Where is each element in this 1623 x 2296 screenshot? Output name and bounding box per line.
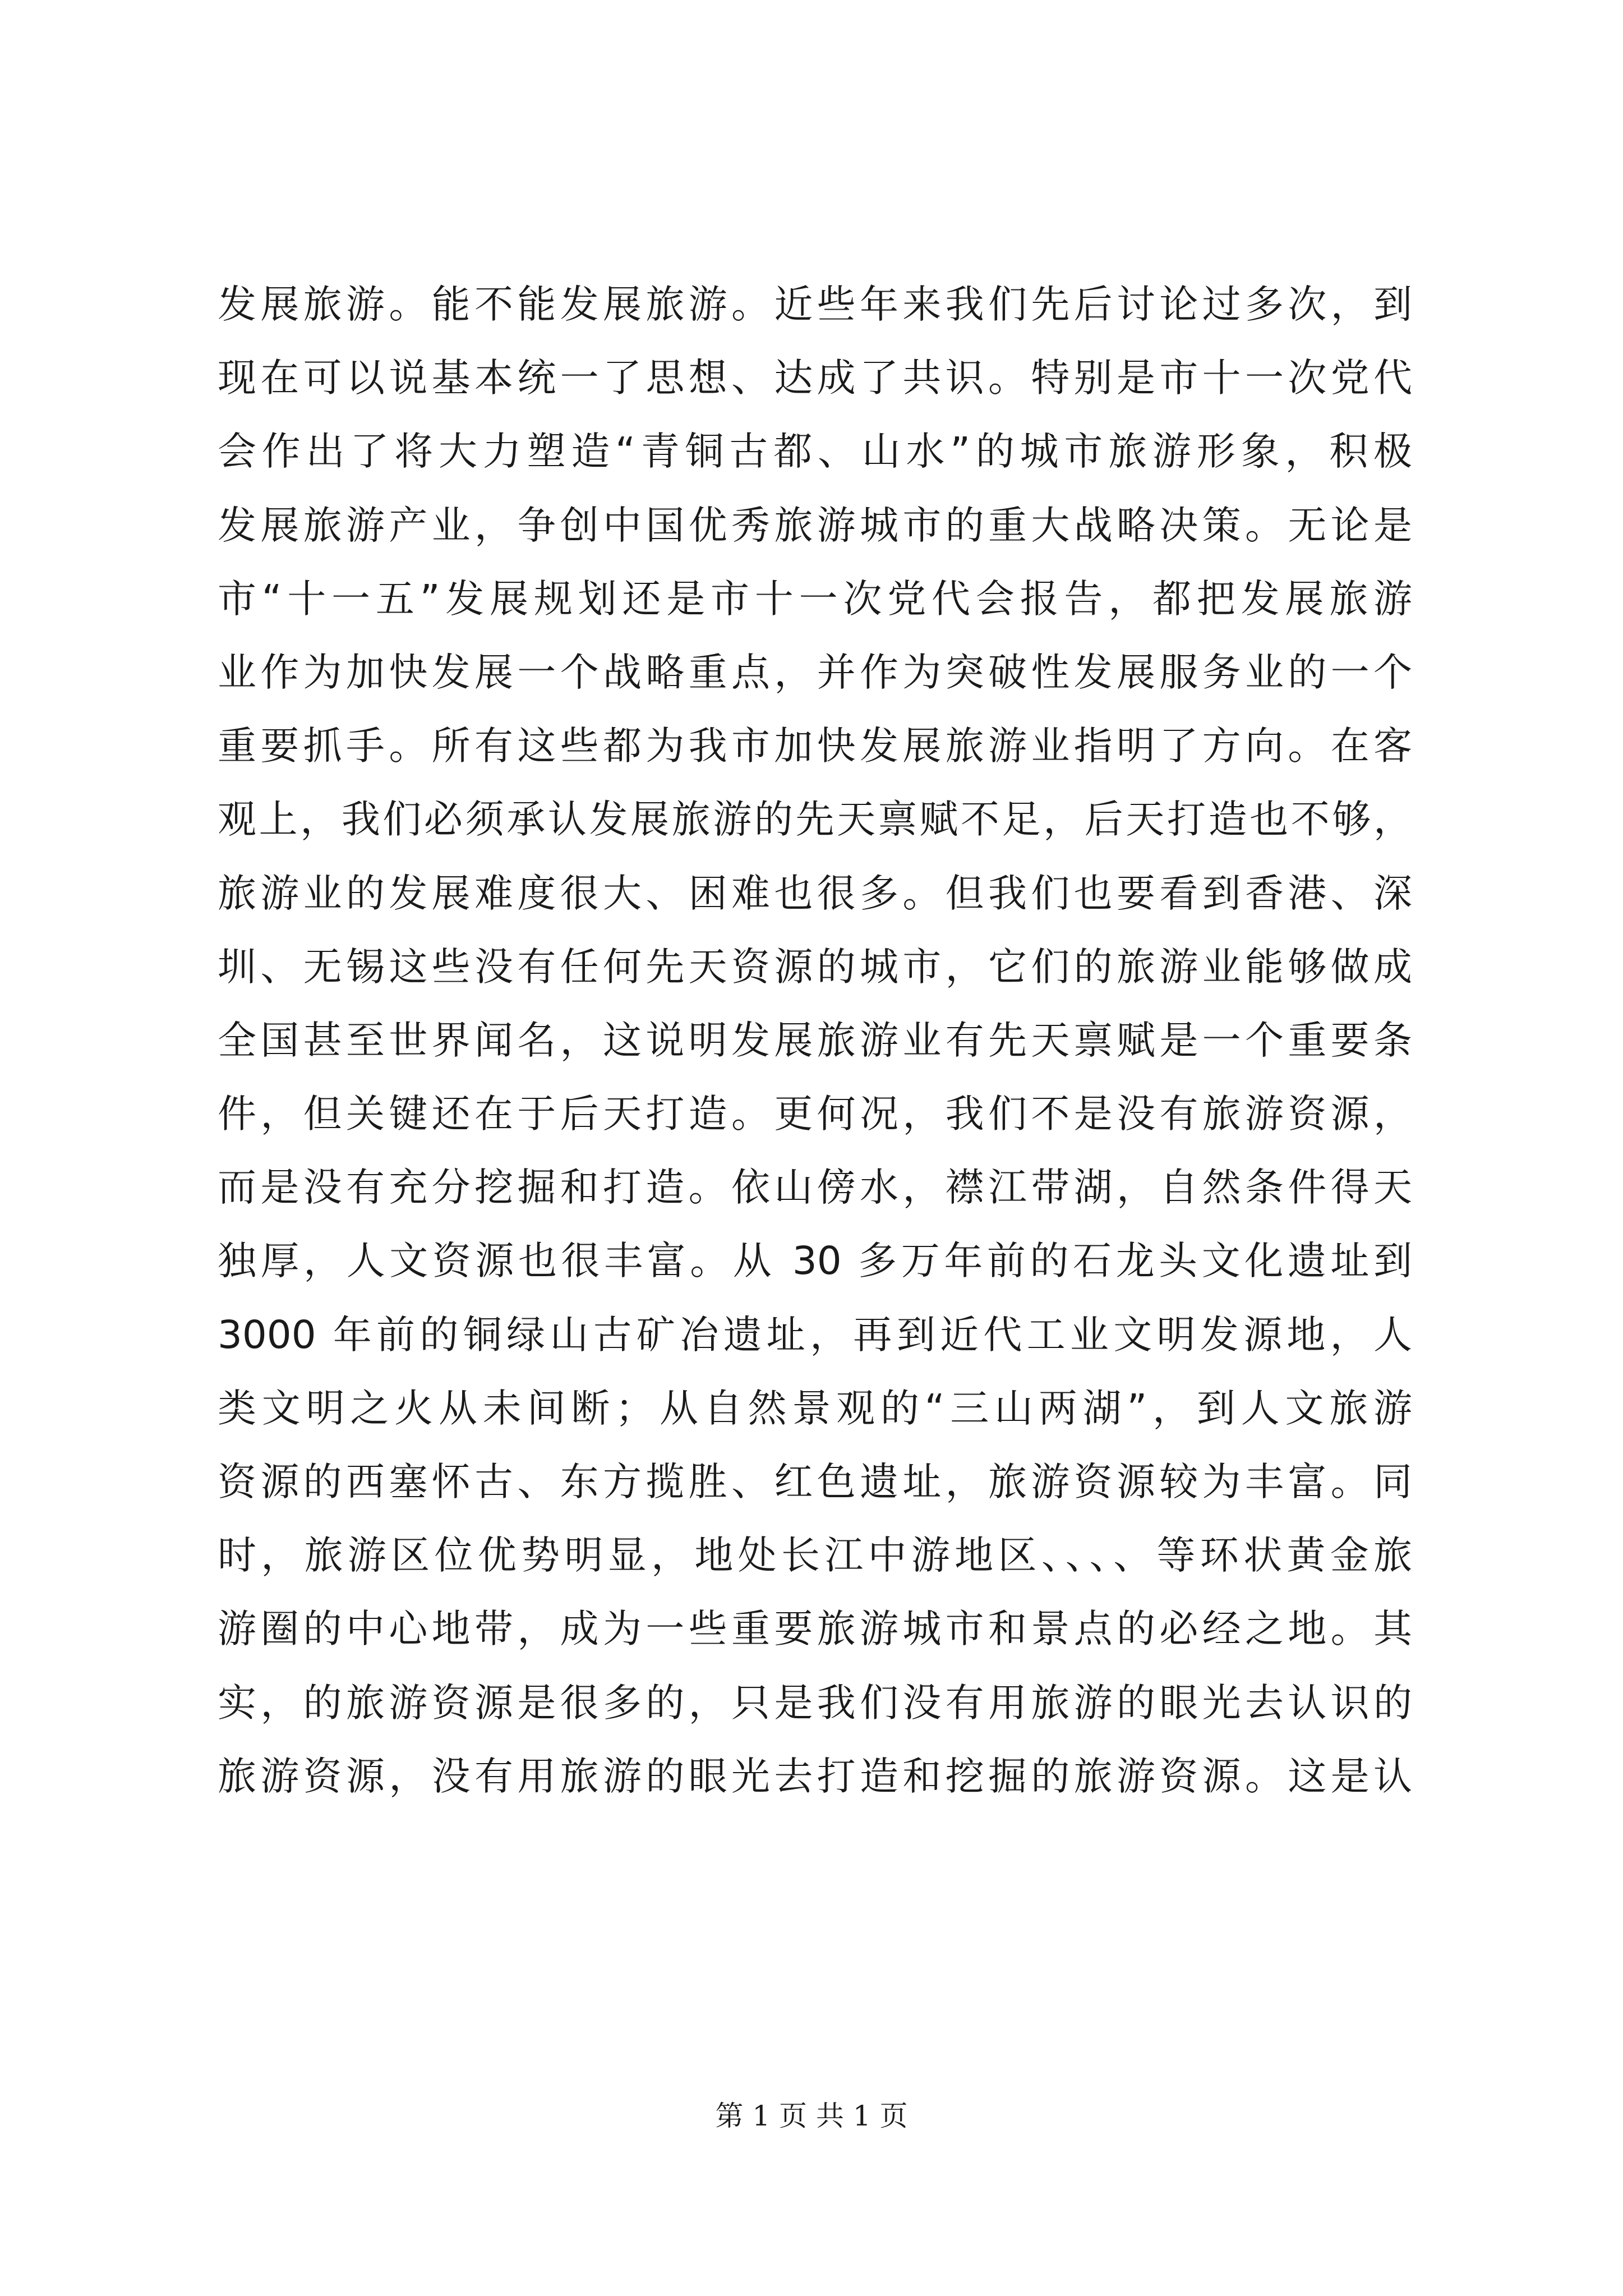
body-paragraph (218, 268, 1412, 1814)
text-line: 资源的西塞怀古、东方揽胜、红色遗址，旅游资源较为丰富。同 (218, 1460, 1412, 1504)
text-line: 而是没有充分挖掘和打造。依山傍水，襟江带湖，自然条件得天 (218, 1165, 1412, 1211)
text-line: 市“十一五”发展规划还是市十一次党代会报告，都把发展旅游 (218, 576, 1412, 622)
text-line: 独厚，人文资源也很丰富。从 30 多万年前的石龙头文化遗址到 (218, 1239, 1412, 1284)
text-line: 旅游业的发展难度很大、困难也很多。但我们也要看到香港、深 (218, 871, 1412, 916)
text-line: 现在可以说基本统一了思想、达成了共识。特别是市十一次党代 (218, 356, 1412, 401)
text-line: 圳、无锡这些没有任何先天资源的城市，它们的旅游业能够做成 (218, 944, 1412, 990)
text-line: 发展旅游产业，争创中国优秀旅游城市的重大战略决策。无论是 (218, 503, 1412, 548)
text-line: 件，但关键还在于后天打造。更何况，我们不是没有旅游资源， (218, 1092, 1412, 1137)
text-line: 类文明之火从未间断；从自然景观的“三山两湖”，到人文旅游 (218, 1386, 1412, 1431)
text-line: 重要抓手。所有这些都为我市加快发展旅游业指明了方向。在客 (218, 724, 1412, 769)
page-footer (0, 2099, 1623, 2133)
text-line: 实，的旅游资源是很多的，只是我们没有用旅游的眼光去认识的 (218, 1680, 1412, 1726)
page-number-label: 第 1 页 共 1 页 (715, 2100, 908, 2132)
text-line: 3000 年前的铜绿山古矿冶遗址，再到近代工业文明发源地，人 (218, 1312, 1412, 1358)
text-line: 全国甚至世界闻名，这说明发展旅游业有先天禀赋是一个重要条 (218, 1018, 1412, 1063)
text-line: 旅游资源，没有用旅游的眼光去打造和挖掘的旅游资源。这是认 (218, 1754, 1412, 1799)
text-line: 时，旅游区位优势明显，地处长江中游地区、、、、等环状黄金旅 (218, 1533, 1412, 1579)
text-line: 发展旅游。能不能发展旅游。近些年来我们先后讨论过多次，到 (218, 282, 1412, 327)
text-line: 会作出了将大力塑造“青铜古都、山水”的城市旅游形象，积极 (218, 429, 1412, 475)
text-line: 观上，我们必须承认发展旅游的先天禀赋不足，后天打造也不够， (218, 797, 1412, 843)
text-line: 游圈的中心地带，成为一些重要旅游城市和景点的必经之地。其 (218, 1607, 1412, 1652)
text-line: 业作为加快发展一个战略重点，并作为突破性发展服务业的一个 (218, 650, 1412, 695)
